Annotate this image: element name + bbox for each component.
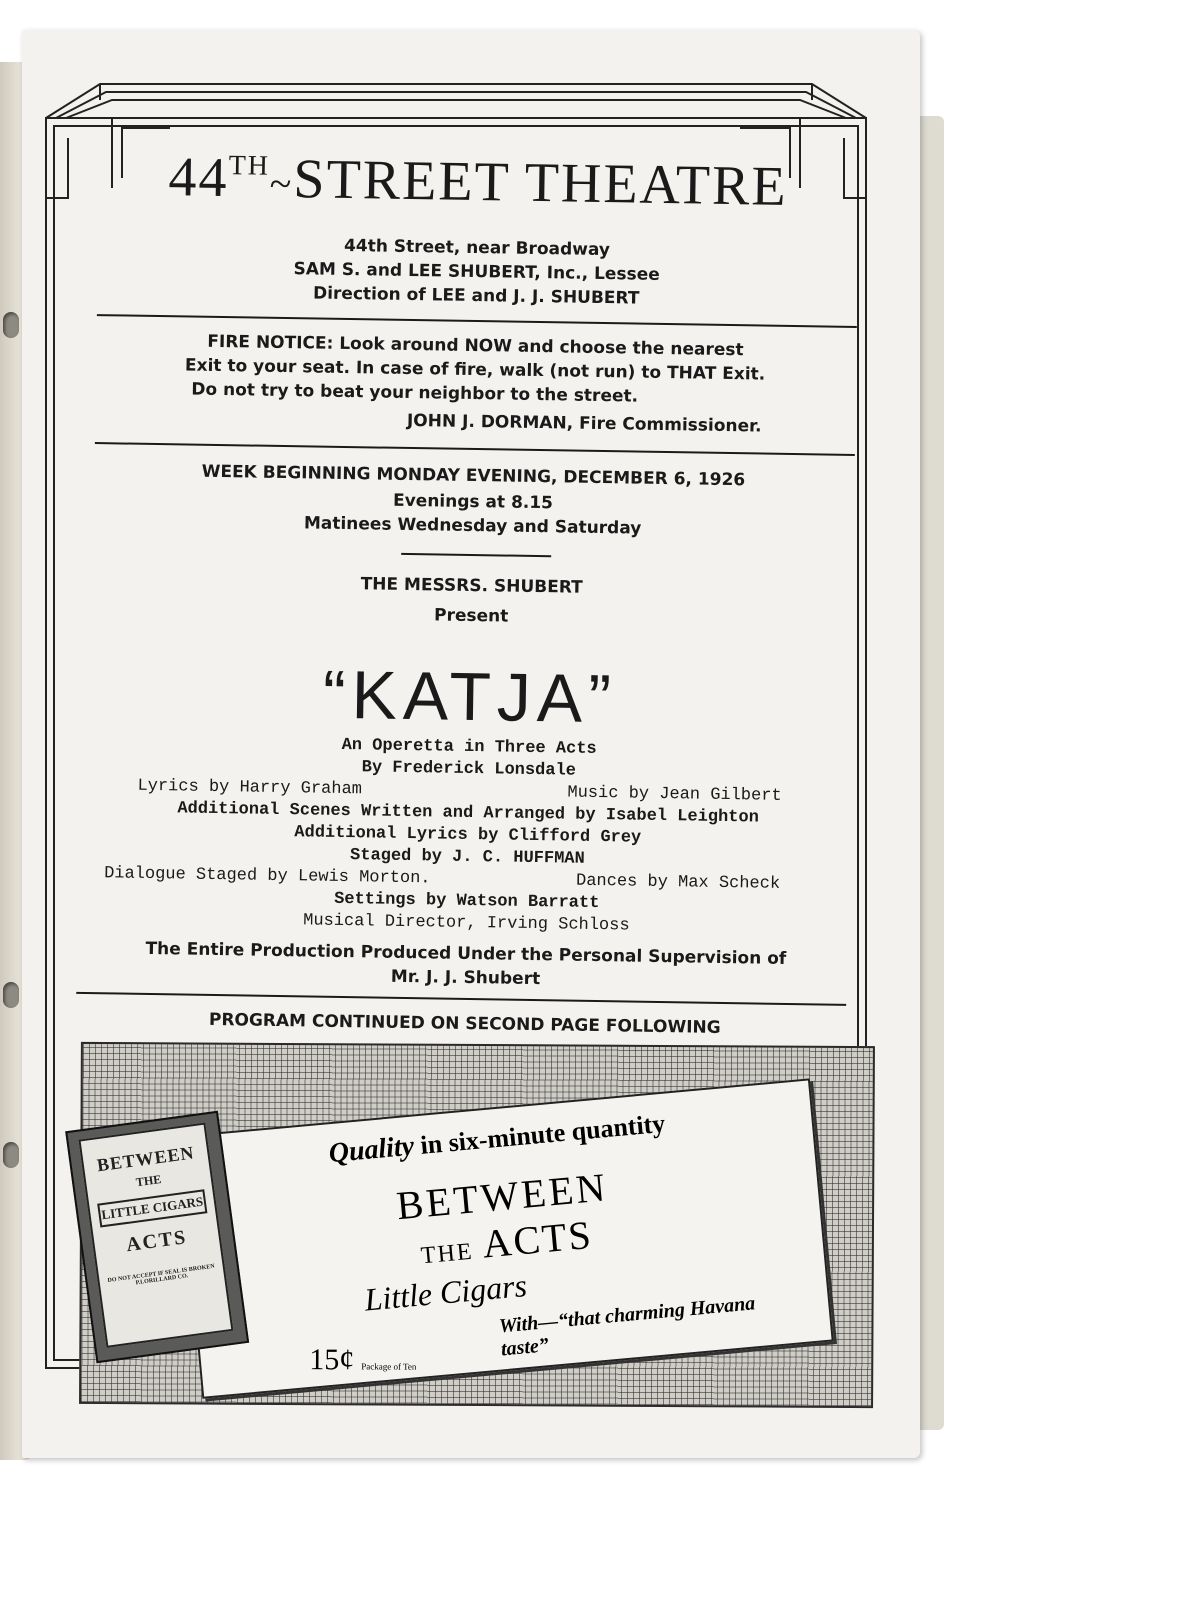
cigar-pack-illustration (65, 1111, 244, 1359)
dialogue-credit: Dialogue Staged by Lewis Morton. (103, 864, 431, 889)
ad-brand-the: THE (419, 1238, 475, 1270)
fire-commissioner: JOHN J. DORMAN, Fire Commissioner. (406, 410, 762, 437)
pack-label-fineprint: DO NOT ACCEPT IF SEAL IS BROKEN P.LORILLARD CO. (107, 1263, 216, 1287)
presenters: THE MESSRS. SHUBERT (360, 574, 583, 598)
additional-scenes-credit: Additional Scenes Written and Arranged by Isabel Leighton (177, 799, 759, 828)
show-author: By Frederick Lonsdale (361, 758, 577, 781)
binding-hole (3, 982, 19, 1008)
ad-quality-italic: Quality (327, 1130, 416, 1170)
ad-brand-acts: ACTS (480, 1211, 595, 1267)
ad-tagline-with: With— (498, 1310, 560, 1338)
fire-notice-line-1: FIRE NOTICE: Look around NOW and choose the nearest (207, 331, 744, 361)
binding-hole (3, 312, 19, 338)
theatre-name-text: STREET THEATRE (292, 148, 789, 218)
theatre-name-number: 44 (168, 146, 229, 210)
additional-lyrics-credit: Additional Lyrics by Clifford Grey (294, 823, 642, 848)
show-title: “KATJA” (322, 656, 618, 738)
fire-notice-line-3: Do not try to beat your neighbor to the street. (191, 379, 639, 407)
show-subtitle: An Operetta in Three Acts (341, 735, 597, 759)
supervision-line-1: The Entire Production Produced Under the Personal Supervision of (145, 938, 787, 969)
ad-brand-between: BETWEEN (394, 1164, 610, 1229)
supervision-line-2: Mr. J. J. Shubert (390, 966, 541, 990)
music-credit: Music by Jean Gilbert (567, 783, 782, 806)
pack-label-the: THE (135, 1172, 163, 1190)
evenings-time: Evenings at 8.15 (392, 490, 554, 514)
week-beginning: WEEK BEGINNING MONDAY EVENING, DECEMBER 6, 1926 (201, 461, 746, 491)
ad-tagline-text: “that charming Havana taste” (500, 1292, 757, 1361)
cigar-advertisement (79, 1042, 871, 1404)
ad-product: Little Cigars (363, 1266, 529, 1318)
musical-director-credit: Musical Director, Irving Schloss (303, 911, 630, 936)
binding-hole (3, 1142, 19, 1168)
present-label: Present (433, 605, 509, 627)
ad-price-note: Package of Ten (361, 1361, 417, 1372)
theatre-direction: Direction of LEE and J. J. SHUBERT (312, 283, 640, 309)
theatre-name-tilde: ~ (269, 160, 294, 207)
lyrics-credit: Lyrics by Harry Graham (137, 776, 363, 800)
settings-credit: Settings by Watson Barratt (333, 889, 600, 914)
ad-price: 15¢ (309, 1343, 355, 1377)
pack-label-acts: ACTS (124, 1226, 189, 1257)
dances-credit: Dances by Max Scheck (575, 871, 781, 894)
staged-credit: Staged by J. C. HUFFMAN (349, 846, 585, 869)
matinees: Matinees Wednesday and Saturday (303, 513, 642, 539)
theatre-lessee: SAM S. and LEE SHUBERT, Inc., Lessee (293, 259, 660, 285)
ad-quality-rest: in six-minute quantity (419, 1108, 667, 1160)
pack-label-between: BETWEEN (95, 1142, 196, 1176)
pack-label-little-cigars: LITTLE CIGARS (97, 1189, 207, 1227)
theatre-address: 44th Street, near Broadway (343, 235, 611, 261)
program-continued: PROGRAM CONTINUED ON SECOND PAGE FOLLOWING (208, 1009, 721, 1038)
fire-notice-line-2: Exit to your seat. In case of fire, walk (not run) to THAT Exit. (184, 355, 766, 385)
theatre-name-superscript: TH (228, 150, 271, 182)
